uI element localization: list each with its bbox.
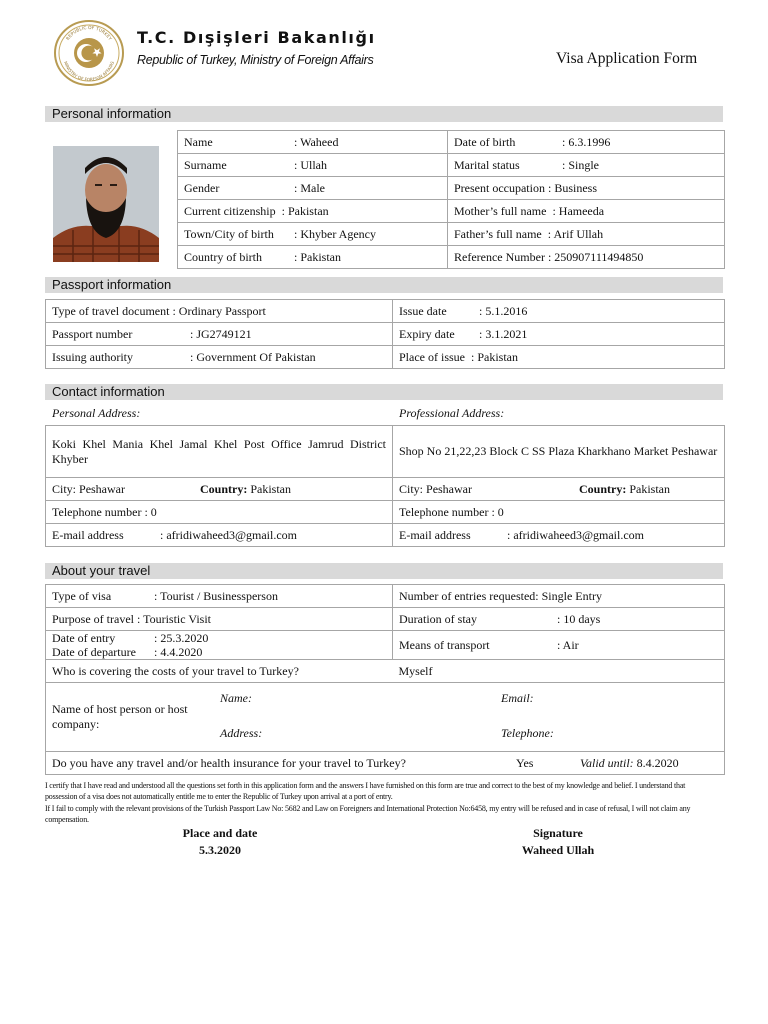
table-row: [46, 346, 725, 369]
table-row: [178, 200, 725, 223]
personal-address-value: Koki Khel Mania Khel Jamal Khel Post Office Jamrud District Khyber: [46, 426, 393, 478]
father-value: : Arif Ullah: [547, 226, 604, 241]
costs-value: Myself: [393, 660, 725, 683]
table-row: [46, 478, 725, 501]
marital-label: Marital status: [454, 157, 520, 172]
country-birth-value: : Pakistan: [294, 249, 341, 264]
purpose-value: : Touristic Visit: [136, 611, 211, 626]
town-value: : Khyber Agency: [294, 226, 376, 241]
surname-value: : Ullah: [294, 157, 327, 172]
entry-date-label: Date of entry: [52, 631, 116, 645]
name-label: Name: [184, 134, 213, 149]
table-row: [178, 223, 725, 246]
valid-until-label: Valid until:: [580, 756, 634, 770]
transport-label: Means of transport: [399, 637, 490, 652]
entries-label: Number of entries requested:: [399, 588, 539, 603]
host-address-label: Address:: [220, 726, 263, 740]
table-row: [46, 524, 725, 547]
personal-country-value: Pakistan: [250, 481, 292, 496]
mother-label: Mother’s full name: [454, 203, 547, 218]
personal-info-table: [177, 130, 725, 269]
passport-info-table: [45, 299, 725, 369]
departure-date-label: Date of departure: [52, 645, 136, 659]
transport-value: : Air: [557, 637, 579, 652]
dob-value: : 6.3.1996: [562, 134, 611, 149]
issuing-authority-value: : Government Of Pakistan: [190, 349, 316, 364]
duration-value: : 10 days: [557, 611, 601, 626]
table-row: [46, 752, 725, 775]
expiry-date-label: Expiry date: [399, 326, 455, 341]
table-row: [178, 177, 725, 200]
duration-label: Duration of stay: [399, 611, 477, 626]
surname-label: Surname: [184, 157, 227, 172]
valid-until-value: 8.4.2020: [636, 756, 679, 770]
host-label: Name of host person or host company:: [52, 702, 188, 731]
marital-value: : Single: [562, 157, 600, 172]
professional-country-value: Pakistan: [629, 481, 671, 496]
table-row: [46, 323, 725, 346]
expiry-date-value: : 3.1.2021: [479, 326, 528, 341]
costs-question: Who is covering the costs of your travel to Turkey?: [46, 660, 393, 683]
issue-date-label: Issue date: [399, 303, 447, 318]
citizenship-label: Current citizenship: [184, 203, 276, 218]
issue-date-value: : 5.1.2016: [479, 303, 528, 318]
personal-email-label: E-mail address: [52, 527, 124, 542]
country-birth-label: Country of birth: [184, 249, 262, 264]
ministry-seal-icon: [53, 20, 125, 86]
ministry-title: T.C. Dışişleri Bakanlığı: [137, 28, 376, 47]
travel-info-table: [45, 584, 725, 775]
entries-value: Single Entry: [541, 588, 602, 603]
section-about-your-travel: About your travel: [45, 563, 723, 579]
section-passport-information: Passport information: [45, 277, 723, 293]
passport-number-value: : JG2749121: [190, 326, 252, 341]
table-row: [46, 426, 725, 478]
personal-country-label: Country:: [200, 481, 248, 496]
applicant-photo: [53, 146, 159, 262]
contact-info-table: [45, 425, 725, 547]
passport-number-label: Passport number: [52, 326, 133, 341]
visa-type-label: Type of visa: [52, 588, 112, 603]
personal-phone-label: Telephone number :: [52, 504, 148, 519]
certification-line-1: I certify that I have read and understood all the questions set forth in this application form and the answers I have furnished on this form are true and correct to the best of my knowledge and belief. I understand that possession of a visa does not automatically entitle me to enter the Republic of Turkey upon arrival at a port of entry.: [45, 781, 686, 802]
seal-bottom-text: MINISTRY OF FOREIGN AFFAIRS: [61, 60, 116, 84]
professional-city-label: City:: [399, 481, 424, 496]
doc-type-label: Type of travel document: [52, 303, 170, 318]
place-of-issue-label: Place of issue: [399, 349, 465, 364]
insurance-question: Do you have any travel and/or health insurance for your travel to Turkey?: [52, 755, 406, 770]
personal-city-label: City:: [52, 481, 77, 496]
occupation-label: Present occupation: [454, 180, 545, 195]
professional-email-value: : afridiwaheed3@gmail.com: [507, 527, 645, 542]
occupation-value: : Business: [547, 180, 597, 195]
table-row: [178, 246, 725, 269]
citizenship-value: : Pakistan: [281, 203, 329, 218]
host-email-label: Email:: [501, 691, 534, 705]
personal-city-value: Peshawar: [79, 481, 125, 496]
signature-label: Signature: [533, 826, 583, 840]
professional-country-label: Country:: [579, 481, 627, 496]
personal-email-value: : afridiwaheed3@gmail.com: [160, 527, 298, 542]
professional-email-label: E-mail address: [399, 527, 471, 542]
professional-address-label: Professional Address:: [399, 406, 505, 420]
table-row: [46, 631, 725, 660]
reference-label: Reference Number: [454, 249, 545, 264]
gender-label: Gender: [184, 180, 220, 195]
father-label: Father’s full name: [454, 226, 542, 241]
table-row: [46, 585, 725, 608]
professional-phone-value: 0: [497, 504, 504, 519]
dob-label: Date of birth: [454, 134, 516, 149]
table-row: [46, 608, 725, 631]
name-value: : Waheed: [294, 134, 339, 149]
applicant-photo-icon: [53, 146, 159, 262]
signature-value: Waheed Ullah: [521, 843, 595, 857]
professional-city-value: Peshawar: [426, 481, 472, 496]
purpose-label: Purpose of travel: [52, 611, 134, 626]
section-personal-information: Personal information: [45, 106, 723, 122]
reference-value: : 250907111494850: [547, 249, 644, 264]
host-telephone-label: Telephone:: [501, 726, 554, 740]
table-row: [46, 501, 725, 524]
table-row: [178, 154, 725, 177]
place-date-value: 5.3.2020: [199, 843, 241, 857]
table-row: [46, 660, 725, 683]
gender-value: : Male: [294, 180, 325, 195]
entry-date-value: : 25.3.2020: [154, 631, 209, 645]
host-name-label: Name:: [220, 691, 252, 705]
professional-phone-label: Telephone number :: [399, 504, 495, 519]
place-date-label: Place and date: [182, 826, 258, 840]
professional-address-value: Shop No 21,22,23 Block C SS Plaza Kharkhano Market Peshawar: [393, 426, 725, 478]
visa-type-value: : Tourist / Businessperson: [154, 588, 278, 603]
form-title: Visa Application Form: [556, 50, 698, 67]
departure-date-value: : 4.4.2020: [154, 645, 203, 659]
table-row: [46, 683, 725, 752]
issuing-authority-label: Issuing authority: [52, 349, 133, 364]
personal-address-label: Personal Address:: [52, 406, 141, 420]
section-contact-information: Contact information: [45, 384, 723, 400]
ministry-subtitle: Republic of Turkey, Ministry of Foreign Affairs: [137, 53, 374, 67]
table-row: [178, 131, 725, 154]
table-row: [46, 300, 725, 323]
personal-phone-value: 0: [150, 504, 157, 519]
insurance-value: Yes: [516, 756, 534, 770]
place-of-issue-value: : Pakistan: [470, 349, 518, 364]
mother-value: : Hameeda: [552, 203, 605, 218]
seal-top-text: REPUBLIC OF TURKEY: [65, 25, 113, 42]
doc-type-value: : Ordinary Passport: [172, 303, 266, 318]
town-label: Town/City of birth: [184, 226, 274, 241]
certification-line-2: If I fail to comply with the relevant provisions of the Turkish Passport Law No: 5682 and Law on Foreigners and International Protection No:6458, my entry will be refused and in case of refusal, I will not claim any compensation.: [45, 803, 691, 824]
certification-text: [45, 780, 710, 825]
